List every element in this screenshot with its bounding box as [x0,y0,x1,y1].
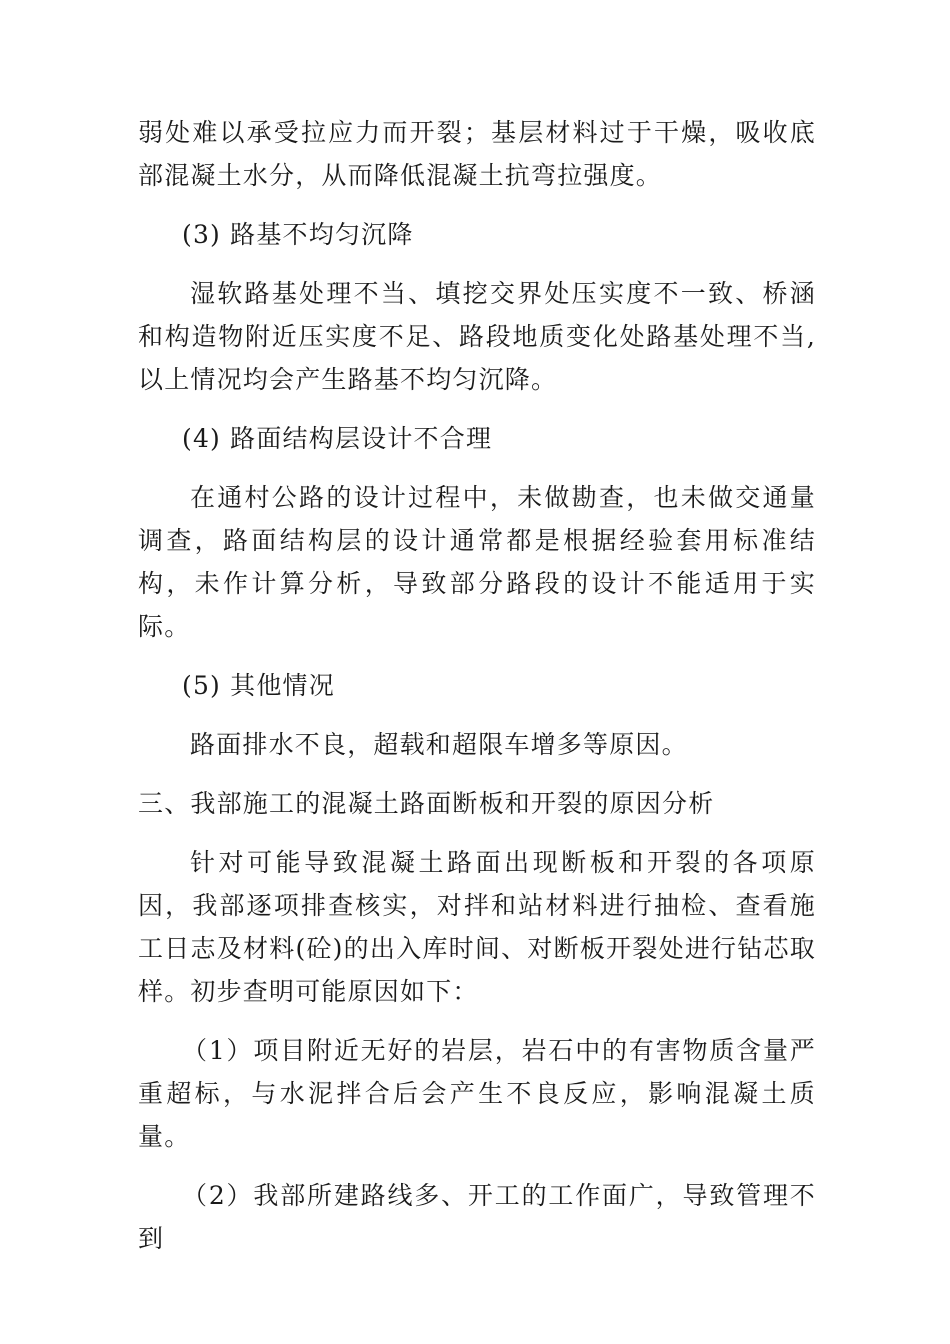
subheading-uneven-settlement: (3) 路基不均匀沉降 [182,220,414,249]
paragraph-analysis: 针对可能导致混凝土路面出现断板和开裂的各项原因，我部逐项排查核实，对拌和站材料进行抽检、查看施工日志及材料(砼)的出入库时间、对断板开裂处进行钻芯取样。初步查明可能原因如下： [138,848,816,1006]
paragraph-other: 路面排水不良，超载和超限车增多等原因。 [190,730,688,759]
paragraph-uneven-settlement: 湿软路基处理不当、填挖交界处压实度不一致、桥涵和构造物附近压实度不足、路段地质变化处路基处理不当,以上情况均会产生路基不均匀沉降。 [138,279,816,394]
list-item-1: （1）项目附近无好的岩层，岩石中的有害物质含量严重超标，与水泥拌合后会产生不良反应，影响混凝土质量。 [138,1036,816,1151]
document-body [138,111,816,1276]
paragraph-continuation: 弱处难以承受拉应力而开裂；基层材料过于干燥，吸收底部混凝土水分，从而降低混凝土抗弯拉强度。 [138,118,816,190]
section-heading-3: 三、我部施工的混凝土路面断板和开裂的原因分析 [138,789,715,818]
list-item-2: （2）我部所建路线多、开工的工作面广，导致管理不到 [138,1181,816,1253]
paragraph-structure-design: 在通村公路的设计过程中，未做勘查，也未做交通量调查，路面结构层的设计通常都是根据经验套用标准结构，未作计算分析，导致部分路段的设计不能适用于实际。 [138,483,816,641]
subheading-other: (5) 其他情况 [182,671,335,700]
subheading-structure-design: (4) 路面结构层设计不合理 [182,424,493,453]
